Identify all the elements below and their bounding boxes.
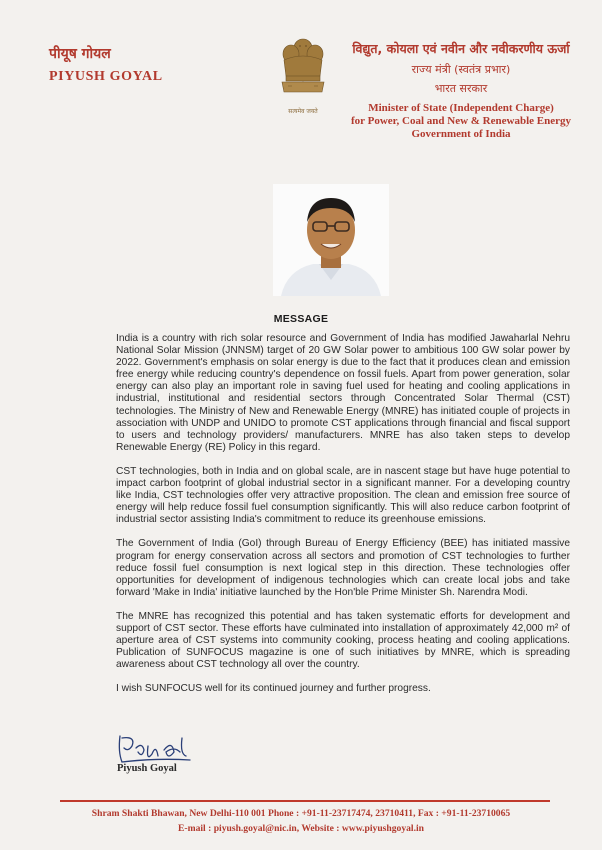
national-emblem-icon	[274, 34, 332, 118]
emblem-motto: सत्यमेव जयते	[288, 108, 318, 115]
message-paragraph: The MNRE has recognized this potential and has taken systematic efforts for development and support of CST sector. These efforts have culminated into installation of approximately 42,000 m² of aperture area of CST systems into community cooking, process heating and cooling applications. Publication of SUNFOCUS magazine is one of such initiatives by MNRE, which is spreading awareness about CST technology all over the country.	[116, 610, 570, 671]
ministry-hindi-line3: भारत सरकार	[434, 82, 488, 95]
minister-photo	[273, 184, 389, 296]
footer-contact	[0, 806, 602, 836]
footer-address-line: Shram Shakti Bhawan, New Delhi-110 001 Phone : +91-11-23717474, 23710411, Fax : +91-11-23710065	[91, 808, 511, 819]
message-paragraph: The Government of India (GoI) through Bureau of Energy Efficiency (BEE) has initiated massive program for energy conservation across all sectors and promotion of CST technologies to further reduce fossil fuel consumption is next logical step in this direction. These technologies offer opportunities for development of indigenous technologies which can create local jobs and take forward 'Make in India' initiative launched by the Hon'ble Prime Minister Sh. Narendra Modi.	[116, 538, 570, 598]
message-body	[116, 333, 570, 707]
name-hindi: पीयूष गोयल	[49, 46, 111, 62]
ministry-english-line1: Minister of State (Independent Charge)	[368, 102, 554, 114]
footer-divider	[60, 800, 550, 802]
message-paragraph: CST technologies, both in India and on global scale, are in nascent stage but have huge potential to impact carbon footprint of global industrial sector in a significant manner. For a developing country like India, CST technologies offer very attractive proposition. The clean and emission free source of energy will help reduce fossil fuel consumption significantly. This will also reduce carbon footprint of industrial sector assisting India's commitment to reduce its greenhouse emissions.	[116, 465, 570, 526]
message-paragraph: India is a country with rich solar resource and Government of India has modified Jawaharlal Nehru National Solar Mission (JNNSM) target of 20 GW Solar power to ambitious 100 GW solar power by 2022. Government's emphasis on solar energy is due to the fact that it produces clean and emission free energy while reducing country's dependence on fossil fuels. Apart from power generation, solar energy can also play an important role in saving fuel used for heating and cooling applications in industrial, institutional and residential sectors through Concentrated Solar Thermal (CST) technologies. The Ministry of New and Renewable Energy (MNRE) has initiated couple of projects in association with UNDP and UNIDO to promote CST applications through financial and fiscal support to users and technology providers/ manufacturers. MNRE has also taken steps to develop Renewable Energy (RE) Policy in this regard.	[116, 333, 570, 453]
handwritten-signature	[116, 732, 206, 766]
ministry-english-line2: for Power, Coal and New & Renewable Energy	[351, 115, 571, 127]
footer-email-line: E-mail : piyush.goyal@nic.in, Website : www.piyushgoyal.in	[178, 823, 424, 834]
minister-name-block	[49, 44, 163, 85]
message-closing: I wish SUNFOCUS well for its continued journey and further progress.	[116, 683, 431, 695]
ministry-hindi-line1: विद्युत, कोयला एवं नवीन और नवीकरणीय ऊर्जा	[352, 41, 570, 56]
ministry-english-line3: Government of India	[411, 128, 511, 140]
name-english: PIYUSH GOYAL	[49, 69, 163, 84]
ministry-block	[332, 40, 590, 141]
ministry-hindi-line2: राज्य मंत्री (स्वतंत्र प्रभार)	[411, 63, 511, 76]
signer-name: Piyush Goyal	[117, 763, 177, 774]
message-title: MESSAGE	[273, 313, 329, 325]
